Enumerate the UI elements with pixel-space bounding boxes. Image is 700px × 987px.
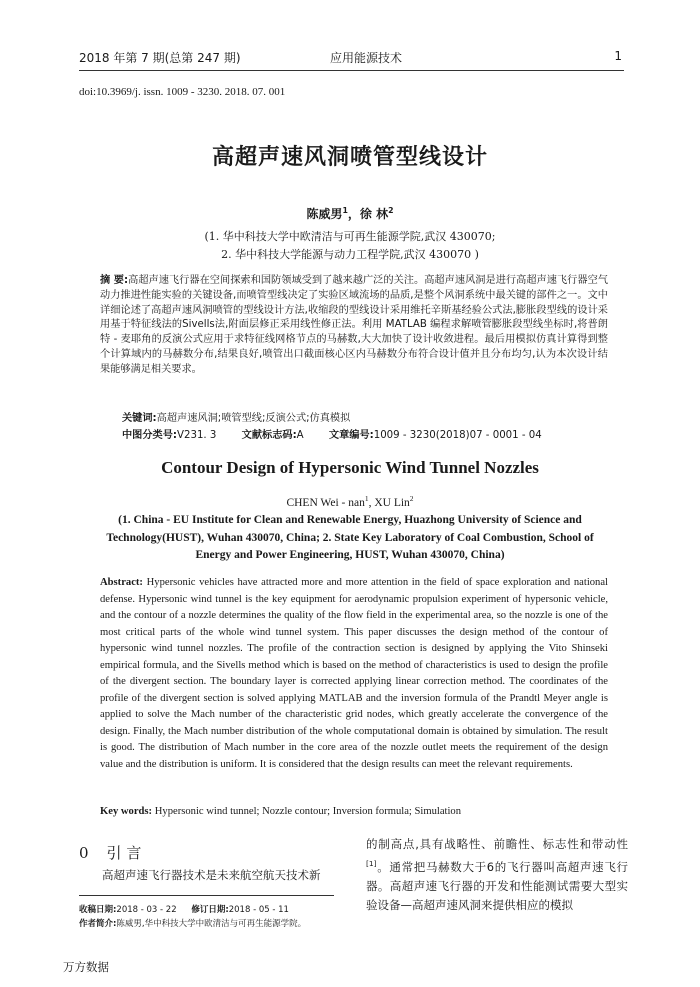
- abstract-english: [100, 575, 608, 773]
- revised-label: 修订日期:: [191, 905, 229, 915]
- author-2-affil: 2: [388, 206, 394, 215]
- body-left-column: 高超声速飞行器技术是未来航空航天技术新: [102, 868, 321, 882]
- doc-code-label: 文献标志码:: [241, 430, 297, 441]
- keywords-text: 高超声速风洞;喷管型线;反演公式;仿真模拟: [156, 413, 351, 424]
- author-bio: 陈威男,华中科技大学中欧清洁与可再生能源学院。: [116, 919, 307, 929]
- journal-issue: 2018 年第 7 期(总第 247 期): [79, 51, 241, 65]
- affiliation-2: 2. 华中科技大学能源与动力工程学院,武汉 430070 ): [221, 248, 479, 261]
- author-1-en-affil: 1: [364, 494, 369, 503]
- author-1-en: CHEN Wei - nan: [286, 496, 365, 509]
- abstract-en-text: Hypersonic vehicles have attracted more and more attention in the field of space exploration and national defense. Hypersonic wind tunnel is the key equipment for aerodynamic propulsion experiment of hypersonic vehicle, and the contour of a nozzle determines the quality of the flow field in the experimental area, so the nozzle is one of the most critical parts of the whole wind tunnel system. This paper discusses the design method of the contour of hypersonic wind tunnel nozzles. The profile of the contraction section is designed by applying the Vito Shinseki empirical formula, and the Sivells method which is based on the method of characteristics is used to design the profile of the divergent section. The boundary layer is corrected applying linear correction method. The coordinates of the profile of the divergent section is solved applying MATLAB and the inversion formula of the Prandtl Meyer angle is applied to solve the Mach number of the characteristic grid nodes, which greatly accelerate the convergence of the design. Finally, the Mach number distribution of the whole computational domain is obtained by simulation. The result is good. The distribution of Mach number in the core area of the nozzle outlet meets the requirement of the design value and the distribution is uniform. It is considered that the design results can meet the relevant requirements.: [100, 577, 608, 770]
- footnote-divider: [79, 895, 334, 896]
- keywords-label: 关键词:: [122, 413, 157, 424]
- revised-date: 2018 - 05 - 11: [228, 905, 289, 915]
- clc-value: V231. 3: [177, 430, 217, 441]
- author-1-affil: 1: [342, 206, 348, 215]
- footnote-author: [79, 917, 349, 929]
- section-number: 0: [79, 844, 89, 862]
- abstract-chinese: [100, 274, 608, 378]
- affiliations-english: (1. China - EU Institute for Clean and Renewable Energy, Huazhong University of Science and Technology(HUST), Wuhan 430070, China; 2. State Key Laboratory of Coal Combustion, School of Energy and Power Engineering, HUST, Wuhan 430070, China): [106, 514, 594, 561]
- keywords-english: [100, 806, 608, 817]
- affiliation-1: (1. 华中科技大学中欧清洁与可再生能源学院,武汉 430070;: [204, 230, 496, 243]
- author-en-separator: ,: [368, 496, 375, 509]
- author-2: 徐 林: [359, 207, 389, 221]
- author-bio-label: 作者简介:: [79, 919, 117, 929]
- footnote-dates: [79, 903, 349, 915]
- body-right-column: [366, 835, 628, 915]
- author-2-en-affil: 2: [409, 494, 414, 503]
- body-right-part2: 。通常把马赫数大于6的飞行器叫高超声速飞行器。高超声速飞行器的开发和性能测试需要大型实验设备—高超声速风洞来提供相应的模拟: [366, 859, 628, 912]
- received-date: 2018 - 03 - 22: [116, 905, 177, 915]
- received-label: 收稿日期:: [79, 905, 117, 915]
- header-divider: [79, 70, 624, 71]
- keywords-chinese: [122, 409, 608, 424]
- abstract-en-label: Abstract:: [100, 577, 143, 588]
- publisher-watermark: 万方数据: [63, 960, 109, 974]
- author-1: 陈威男: [306, 207, 343, 221]
- title-english: Contour Design of Hypersonic Wind Tunnel Nozzles: [161, 458, 539, 477]
- classification-line: [122, 426, 608, 441]
- journal-name: 应用能源技术: [330, 51, 403, 65]
- keywords-en-label: Key words:: [100, 806, 153, 817]
- abstract-text: 高超声速飞行器在空间探索和国防领域受到了越来越广泛的关注。高超声速风洞是进行高超声速飞行器空气动力推进性能实验的关键设备,而喷管型线决定了实验区域流场的品质,是整个风洞系统中最关键的部件之一。文中详细论述了高超声速风洞喷管的型线设计方法,收缩段的型线设计采用维托辛斯基经验公式法,膨胀段型线的设计采用基于特征线法的Sivells法,附面层修正采用线性修正法。利用 MATLAB 编程求解喷管膨胀段型线坐标时,将普朗特 - 麦耶角的反演公式应用于求特征线网格节点的马赫数,大大加快了设计收敛进程。最后用模拟仿真计算得到整个计算域内的马赫数分布,结果良好,喷管出口截面核心区内马赫数分布符合设计值并且分布均匀,认为本次设计结果能够满足相关要求。: [100, 275, 609, 375]
- citation[interactable]: [1]: [366, 859, 377, 868]
- authors-english: [0, 494, 700, 509]
- author-separator: ，: [347, 207, 360, 221]
- clc-label: 中图分类号:: [122, 430, 178, 441]
- keywords-en-text: Hypersonic wind tunnel; Nozzle contour; Inversion formula; Simulation: [154, 806, 462, 817]
- page-number: 1: [614, 49, 622, 63]
- article-no-value: 1009 - 3230(2018)07 - 0001 - 04: [373, 430, 542, 441]
- section-title: 引 言: [106, 844, 142, 862]
- article-no-label: 文章编号:: [328, 430, 374, 441]
- author-2-en: XU Lin: [374, 496, 410, 509]
- title-chinese: 高超声速风洞喷管型线设计: [211, 144, 488, 170]
- body-right-part1: 的制高点,具有战略性、前瞻性、标志性和带动性: [366, 837, 628, 851]
- doi[interactable]: doi:10.3969/j. issn. 1009 - 3230. 2018. 07. 001: [79, 86, 286, 98]
- section-heading: [79, 842, 159, 863]
- affiliations-chinese: [0, 228, 700, 264]
- doc-code-value: A: [296, 430, 304, 441]
- abstract-label: 摘 要:: [100, 275, 129, 286]
- authors-chinese: [0, 205, 700, 222]
